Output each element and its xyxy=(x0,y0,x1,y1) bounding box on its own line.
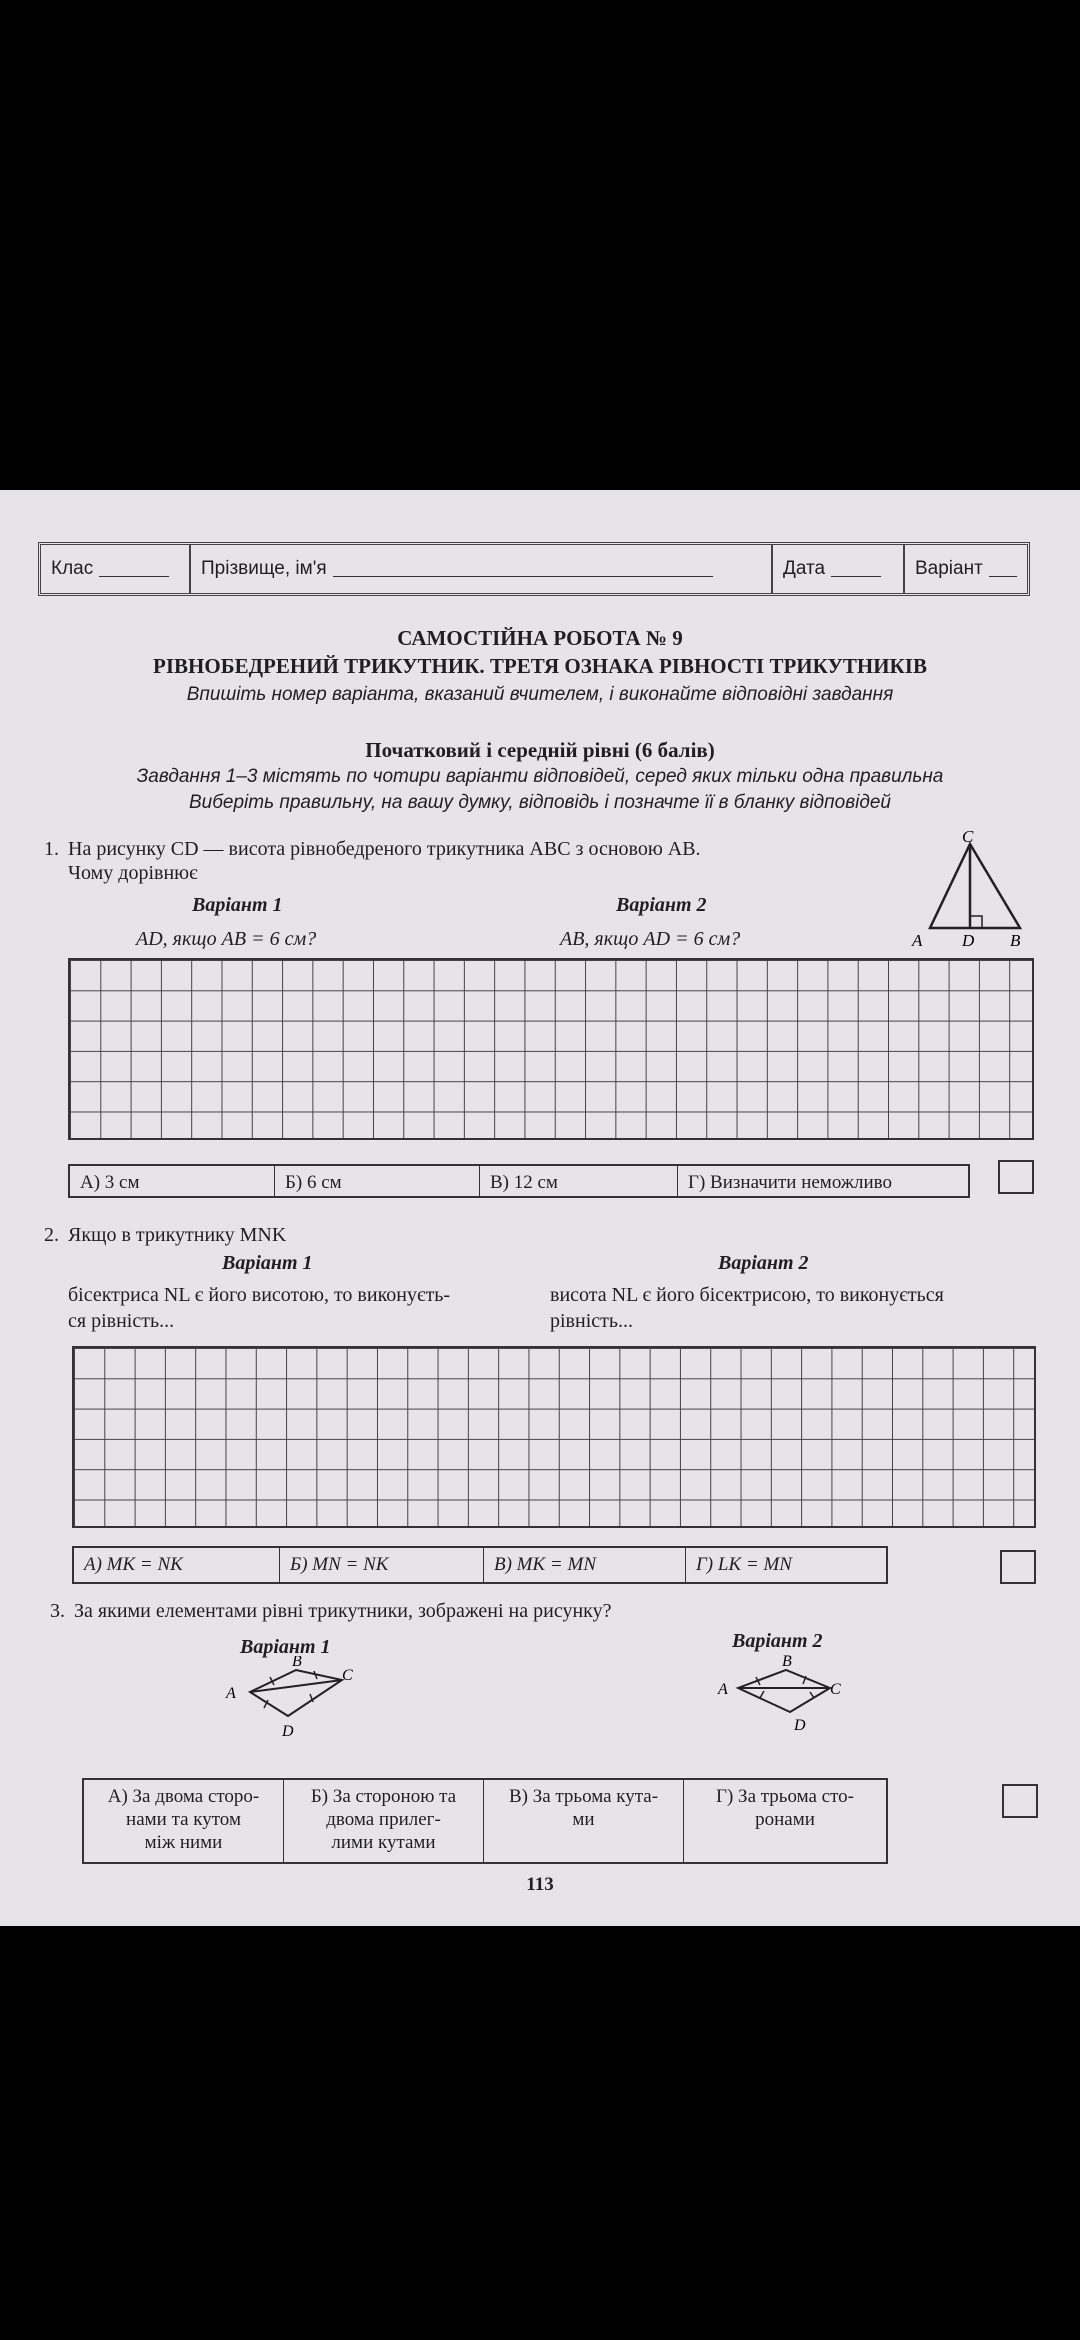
q3-option-b[interactable] xyxy=(284,1780,484,1862)
class-line xyxy=(99,562,169,577)
variant-label: Варіант xyxy=(915,558,983,579)
q1-text-2: Чому дорівнює xyxy=(68,862,198,884)
instruction: Впишіть номер варіанта, вказаний вчителем, і виконайте відповідні завдання xyxy=(186,684,894,705)
q3v2-label-a: A xyxy=(718,1681,728,1698)
work-title: САМОСТІЙНА РОБОТА № 9 xyxy=(397,626,683,650)
q2-work-grid[interactable] xyxy=(72,1346,1036,1528)
date-label: Дата xyxy=(783,558,826,579)
q1-answer-box[interactable] xyxy=(998,1160,1034,1194)
header-fields xyxy=(38,542,1030,596)
q3-option-b-line-1: Б) За стороною та xyxy=(310,1786,457,1807)
q2-answer-box[interactable] xyxy=(1000,1550,1036,1584)
date-line xyxy=(831,562,881,577)
class-field[interactable] xyxy=(41,545,191,593)
q3v2-label-c: C xyxy=(830,1681,841,1698)
q2-number: 2. xyxy=(44,1224,59,1246)
q3v2-label-d: D xyxy=(794,1717,806,1734)
name-label: Прізвище, ім'я xyxy=(201,558,327,579)
q1-number: 1. xyxy=(44,838,59,860)
label-a: A xyxy=(912,931,923,950)
q1-option-b[interactable]: Б) 6 см xyxy=(275,1166,480,1196)
class-label: Клас xyxy=(51,558,94,579)
name-line xyxy=(333,562,713,577)
q3-variant-2-heading: Варіант 2 xyxy=(732,1630,823,1652)
q2-variant-2-text-1: висота NL є його бісектрисою, то виконується xyxy=(550,1284,944,1306)
q2-answer-options xyxy=(72,1546,888,1584)
q3-variant-1-heading: Варіант 1 xyxy=(240,1636,331,1658)
q3-option-d-line-2: ронами xyxy=(755,1808,815,1830)
q2-text: Якщо в трикутнику MNK xyxy=(68,1224,287,1246)
q3-option-a[interactable] xyxy=(84,1780,284,1862)
variant-field[interactable] xyxy=(905,545,1027,593)
q3-option-b-line-2: двома прилег- xyxy=(326,1808,441,1830)
q3-option-b-line-3: лими кутами xyxy=(331,1831,436,1853)
q3-answer-box[interactable] xyxy=(1002,1784,1038,1818)
q1-answer-options xyxy=(68,1164,970,1198)
q3-option-d[interactable] xyxy=(684,1780,886,1862)
q3v1-label-c: C xyxy=(342,1667,353,1684)
worksheet-page xyxy=(0,490,1080,1926)
q2-variant-2-text-2: рівність... xyxy=(550,1310,633,1332)
label-d: D xyxy=(962,931,975,950)
q3-text: За якими елементами рівні трикутники, зображені на рисунку? xyxy=(74,1600,612,1622)
q2-option-d[interactable]: Г) LK = MN xyxy=(696,1554,792,1575)
q3-option-a-line-2: нами та кутом xyxy=(126,1808,241,1830)
topic-title: РІВНОБЕДРЕНИЙ ТРИКУТНИК. ТРЕТЯ ОЗНАКА РІВНОСТІ ТРИКУТНИКІВ xyxy=(153,654,927,678)
q2-option-a[interactable]: А) MK = NK xyxy=(74,1548,280,1582)
section-heading: Початковий і середній рівні (6 балів) xyxy=(365,738,715,762)
q1-option-d[interactable]: Г) Визначити неможливо xyxy=(688,1172,892,1193)
date-field[interactable] xyxy=(773,545,905,593)
q1-option-c[interactable]: В) 12 см xyxy=(480,1166,678,1196)
page-number: 113 xyxy=(526,1874,554,1895)
q3-variant-1-figure xyxy=(220,1656,370,1746)
section-note-1: Завдання 1–3 містять по чотири варіанти відповідей, серед яких тільки одна правильна xyxy=(136,766,944,787)
q3-option-d-line-1: Г) За трьома сто- xyxy=(716,1786,854,1807)
label-c: C xyxy=(962,830,974,846)
q3v1-label-d: D xyxy=(282,1723,294,1740)
q2-option-b[interactable]: Б) MN = NK xyxy=(280,1548,484,1582)
q3-number: 3. xyxy=(50,1600,65,1622)
q3v2-label-b: B xyxy=(782,1654,792,1670)
q2-variant-1-text-2: ся рівність... xyxy=(68,1310,175,1332)
q2-variant-2-heading: Варіант 2 xyxy=(718,1252,809,1274)
q1-work-grid[interactable] xyxy=(68,958,1034,1140)
q3-option-a-line-1: А) За двома сторо- xyxy=(107,1786,260,1807)
q1-variant-1-heading: Варіант 1 xyxy=(192,894,283,916)
q1-option-a[interactable]: А) 3 см xyxy=(70,1166,275,1196)
name-field[interactable] xyxy=(191,545,773,593)
label-b: B xyxy=(1010,931,1021,950)
q1-variant-2-heading: Варіант 2 xyxy=(616,894,707,916)
q2-variant-1-text-1: бісектриса NL є його висотою, то виконуєть- xyxy=(68,1284,451,1306)
variant-line xyxy=(989,562,1017,577)
q2-variant-1-heading: Варіант 1 xyxy=(222,1252,313,1274)
q3-option-c-line-2: ми xyxy=(572,1808,595,1830)
q3v1-label-a: A xyxy=(226,1685,236,1702)
q1-text-1: На рисунку CD — висота рівнобедреного трикутника ABC з основою AB. xyxy=(68,838,701,860)
q3-variant-2-figure xyxy=(710,1654,860,1744)
q3-option-c-line-1: В) За трьома кута- xyxy=(508,1786,659,1807)
q3-answer-options xyxy=(82,1778,888,1864)
q3-option-a-line-3: між ними xyxy=(144,1831,223,1853)
q1-variant-2-text: AB, якщо AD = 6 см? xyxy=(560,928,741,950)
q3v1-label-b: B xyxy=(292,1656,302,1670)
q1-variant-1-text: AD, якщо AB = 6 см? xyxy=(136,928,317,950)
q3-option-c[interactable] xyxy=(484,1780,684,1862)
section-note-2: Виберіть правильну, на вашу думку, відповідь і позначте її в бланку відповідей xyxy=(189,792,891,813)
q2-option-c[interactable]: В) MK = MN xyxy=(484,1548,686,1582)
triangle-abc-figure xyxy=(900,830,1040,950)
